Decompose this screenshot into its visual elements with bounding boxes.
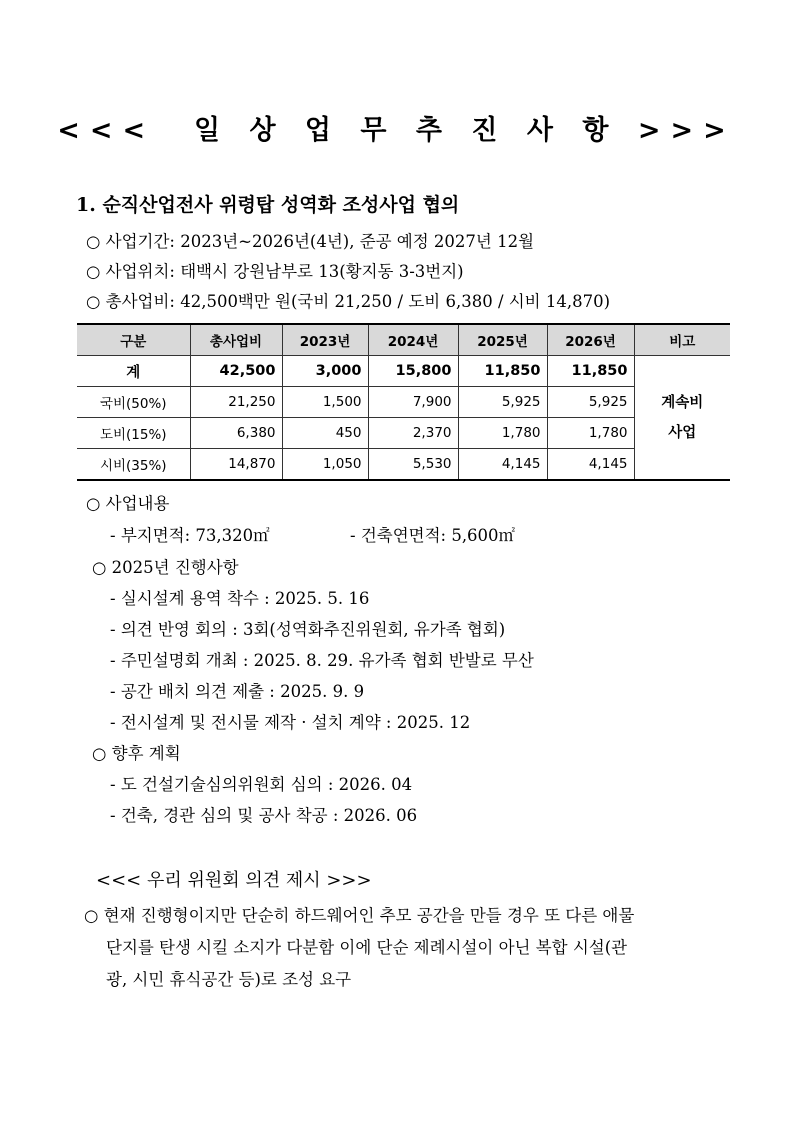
table-row-total xyxy=(77,356,730,387)
table-cell: 15,800 xyxy=(368,356,458,387)
table-cell: 6,380 xyxy=(190,418,282,449)
progress-item: - 의견 반영 회의 : 3회(성역화추진위원회, 유가족 협회) xyxy=(110,620,506,639)
table-cell: 시비(35%) xyxy=(77,449,190,481)
document-title: <<< 일 상 업 무 추 진 사 항 >>> xyxy=(57,115,736,146)
table-cell: 14,870 xyxy=(190,449,282,481)
opinion-line: ○ 현재 진행형이지만 단순히 하드웨어인 추모 공간을 만들 경우 또 다른 애물 xyxy=(84,906,635,925)
table-cell: 42,500 xyxy=(190,356,282,387)
note-line: 사업 xyxy=(668,424,697,441)
table-cell: 11,850 xyxy=(547,356,634,387)
table-header: 구분 xyxy=(77,324,190,356)
table-row xyxy=(77,449,730,481)
table-cell: 계 xyxy=(77,356,190,387)
table-cell: 5,925 xyxy=(458,387,547,418)
table-cell: 도비(15%) xyxy=(77,418,190,449)
plan-item: - 도 건설기술심의위원회 심의 : 2026. 04 xyxy=(110,775,413,794)
table-cell: 1,500 xyxy=(282,387,368,418)
table-header: 비고 xyxy=(634,324,730,356)
table-header: 2025년 xyxy=(458,324,547,356)
table-cell: 5,530 xyxy=(368,449,458,481)
budget-table xyxy=(77,323,730,481)
opinion-line: 단지를 탄생 시킬 소지가 다분함 이에 단순 제례시설이 아닌 복합 시설(관 xyxy=(106,938,628,957)
table-row xyxy=(77,418,730,449)
table-cell: 3,000 xyxy=(282,356,368,387)
table-cell: 국비(50%) xyxy=(77,387,190,418)
table-header: 총사업비 xyxy=(190,324,282,356)
content-heading: ○ 사업내용 xyxy=(86,494,170,513)
table-header: 2024년 xyxy=(368,324,458,356)
plan-item: - 건축, 경관 심의 및 공사 착공 : 2026. 06 xyxy=(110,806,418,825)
table-header-row xyxy=(77,324,730,356)
table-header: 2023년 xyxy=(282,324,368,356)
progress-heading: ○ 2025년 진행사항 xyxy=(92,558,239,577)
progress-item: - 공간 배치 의견 제출 : 2025. 9. 9 xyxy=(110,682,365,701)
project-location: ○ 사업위치: 태백시 강원남부로 13(황지동 3-3번지) xyxy=(86,262,464,281)
table-cell: 4,145 xyxy=(547,449,634,481)
project-total-cost: ○ 총사업비: 42,500백만 원(국비 21,250 / 도비 6,380 / 시비 14,870) xyxy=(86,292,611,311)
table-cell: 1,780 xyxy=(547,418,634,449)
progress-item: - 주민설명회 개최 : 2025. 8. 29. 유가족 협회 반발로 무산 xyxy=(110,651,534,670)
project-period: ○ 사업기간: 2023년~2026년(4년), 준공 예정 2027년 12월 xyxy=(86,232,535,251)
table-header: 2026년 xyxy=(547,324,634,356)
note-line: 계속비 xyxy=(661,394,704,411)
opinion-line: 광, 시민 휴식공간 등)로 조성 요구 xyxy=(106,970,352,989)
progress-item: - 전시설계 및 전시물 제작 · 설치 계약 : 2025. 12 xyxy=(110,713,471,732)
table-cell: 5,925 xyxy=(547,387,634,418)
progress-item: - 실시설계 용역 착수 : 2025. 5. 16 xyxy=(110,589,370,608)
table-row xyxy=(77,387,730,418)
table-cell: 450 xyxy=(282,418,368,449)
table-cell: 7,900 xyxy=(368,387,458,418)
opinion-title: <<< 우리 위원회 의견 제시 >>> xyxy=(96,870,372,891)
table-cell: 1,780 xyxy=(458,418,547,449)
table-note-cell xyxy=(634,356,730,481)
floor-area: - 건축연면적: 5,600㎡ xyxy=(350,526,516,545)
site-area: - 부지면적: 73,320㎡ xyxy=(110,526,270,545)
section-title: 1. 순직산업전사 위령탑 성역화 조성사업 협의 xyxy=(76,194,460,216)
table-cell: 2,370 xyxy=(368,418,458,449)
plan-heading: ○ 향후 계획 xyxy=(92,744,181,763)
table-cell: 1,050 xyxy=(282,449,368,481)
table-cell: 11,850 xyxy=(458,356,547,387)
table-cell: 4,145 xyxy=(458,449,547,481)
table-cell: 21,250 xyxy=(190,387,282,418)
